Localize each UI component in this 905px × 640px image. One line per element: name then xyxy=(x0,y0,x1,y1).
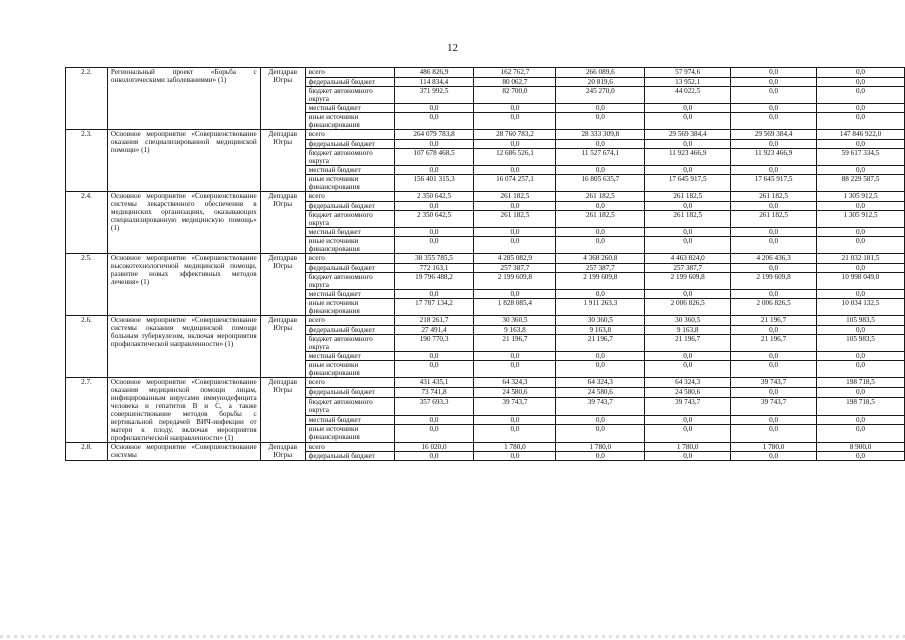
amount-cell: 2 006 826,5 xyxy=(645,299,731,316)
amount-cell: 39 743,7 xyxy=(474,397,556,415)
amount-cell: 218 261,7 xyxy=(394,316,474,326)
funding-source: всего xyxy=(305,316,394,326)
amount-cell: 0,0 xyxy=(645,228,731,237)
amount-cell: 0,0 xyxy=(394,361,474,378)
funding-source: местный бюджет xyxy=(305,290,394,299)
amount-cell: 0,0 xyxy=(817,228,905,237)
amount-cell: 17 645 917,5 xyxy=(645,175,731,192)
amount-cell: 198 718,5 xyxy=(817,378,905,388)
amount-cell: 0,0 xyxy=(556,425,645,443)
funding-source: федеральный бюджет xyxy=(305,264,394,273)
funding-source: федеральный бюджет xyxy=(305,140,394,149)
amount-cell: 0,0 xyxy=(394,452,474,461)
amount-cell: 30 360,5 xyxy=(474,316,556,326)
amount-cell: 245 270,0 xyxy=(556,87,645,104)
amount-cell: 0,0 xyxy=(394,290,474,299)
measure-description: Основное мероприятие «Совершенствование оказания медицинской помощи лицам, инфицированным вирусами иммунодефицита человека и гепатитов В и С, а также совершенствование методов борьбы с вертикальной передачей ВИЧ-инфекции от матери к плоду, включая мероприятия профилактической направленности» (1) xyxy=(107,378,260,443)
amount-cell: 1 780,0 xyxy=(645,443,731,452)
amount-cell: 11 923 466,9 xyxy=(731,149,817,166)
amount-cell: 29 569 384,4 xyxy=(731,130,817,140)
funding-source: иные источники финансирования xyxy=(305,175,394,192)
row-number: 2.8. xyxy=(66,443,108,461)
amount-cell: 73 741,8 xyxy=(394,388,474,397)
amount-cell: 0,0 xyxy=(731,388,817,397)
funding-source: местный бюджет xyxy=(305,415,394,424)
funding-source: бюджет автономного округа xyxy=(305,211,394,228)
amount-cell: 39 743,7 xyxy=(556,397,645,415)
amount-cell: 16 020,0 xyxy=(394,443,474,452)
funding-source: всего xyxy=(305,443,394,452)
funding-source: всего xyxy=(305,130,394,140)
amount-cell: 0,0 xyxy=(731,326,817,335)
amount-cell: 17 645 917,5 xyxy=(731,175,817,192)
amount-cell: 261 182,5 xyxy=(556,211,645,228)
amount-cell: 0,0 xyxy=(394,237,474,254)
amount-cell: 24 580,6 xyxy=(645,388,731,397)
amount-cell: 1 305 912,5 xyxy=(817,211,905,228)
executor-name: Депздрав Югры xyxy=(260,192,305,254)
funding-source: бюджет автономного округа xyxy=(305,149,394,166)
amount-cell: 24 580,6 xyxy=(556,388,645,397)
amount-cell: 486 826,9 xyxy=(394,68,474,78)
amount-cell: 261 182,5 xyxy=(731,192,817,202)
amount-cell: 2 350 642,5 xyxy=(394,211,474,228)
amount-cell: 0,0 xyxy=(731,352,817,361)
amount-cell: 29 569 384,4 xyxy=(645,130,731,140)
funding-source: местный бюджет xyxy=(305,104,394,113)
amount-cell: 0,0 xyxy=(645,237,731,254)
table-row xyxy=(66,68,905,78)
amount-cell: 371 992,5 xyxy=(394,87,474,104)
amount-cell: 17 787 134,2 xyxy=(394,299,474,316)
table-row xyxy=(66,192,905,202)
amount-cell: 0,0 xyxy=(731,202,817,211)
row-number: 2.7. xyxy=(66,378,108,443)
amount-cell: 8 900,0 xyxy=(817,443,905,452)
funding-source: всего xyxy=(305,254,394,264)
funding-source: федеральный бюджет xyxy=(305,78,394,87)
table-row xyxy=(66,443,905,452)
amount-cell: 0,0 xyxy=(731,68,817,78)
amount-cell: 431 435,1 xyxy=(394,378,474,388)
funding-source: всего xyxy=(305,192,394,202)
row-number: 2.2. xyxy=(66,68,108,130)
amount-cell: 0,0 xyxy=(645,104,731,113)
amount-cell: 0,0 xyxy=(817,452,905,461)
amount-cell: 88 229 587,5 xyxy=(817,175,905,192)
amount-cell: 0,0 xyxy=(556,166,645,175)
amount-cell: 0,0 xyxy=(556,361,645,378)
amount-cell: 11 923 466,9 xyxy=(645,149,731,166)
amount-cell: 105 983,5 xyxy=(817,316,905,326)
amount-cell: 0,0 xyxy=(645,202,731,211)
amount-cell: 0,0 xyxy=(556,228,645,237)
page-number: 12 xyxy=(447,42,458,54)
amount-cell: 59 617 334,5 xyxy=(817,149,905,166)
amount-cell: 261 182,5 xyxy=(645,192,731,202)
amount-cell: 39 743,7 xyxy=(731,397,817,415)
amount-cell: 28 333 309,8 xyxy=(556,130,645,140)
funding-source: бюджет автономного округа xyxy=(305,335,394,352)
funding-source: бюджет автономного округа xyxy=(305,397,394,415)
amount-cell: 16 074 257,1 xyxy=(474,175,556,192)
amount-cell: 4 463 824,0 xyxy=(645,254,731,264)
amount-cell: 0,0 xyxy=(817,68,905,78)
amount-cell: 0,0 xyxy=(556,237,645,254)
amount-cell: 28 760 783,2 xyxy=(474,130,556,140)
scan-edge-artifact xyxy=(0,635,905,638)
funding-source: бюджет автономного округа xyxy=(305,273,394,290)
amount-cell: 0,0 xyxy=(394,113,474,130)
executor-name: Депздрав Югры xyxy=(260,130,305,192)
amount-cell: 0,0 xyxy=(474,452,556,461)
amount-cell: 0,0 xyxy=(731,113,817,130)
measure-description: Основное мероприятие «Совершенствование системы лекарственного обеспечения в медицинских организациях, оказывающих специализированную медицинскую помощь» (1) xyxy=(107,192,260,254)
amount-cell: 114 834,4 xyxy=(394,78,474,87)
amount-cell: 198 718,5 xyxy=(817,397,905,415)
amount-cell: 9 163,8 xyxy=(645,326,731,335)
amount-cell: 0,0 xyxy=(817,415,905,424)
amount-cell: 0,0 xyxy=(731,228,817,237)
amount-cell: 10 998 049,0 xyxy=(817,273,905,290)
amount-cell: 2 006 826,5 xyxy=(731,299,817,316)
amount-cell: 0,0 xyxy=(817,361,905,378)
amount-cell: 38 355 785,5 xyxy=(394,254,474,264)
amount-cell: 4 368 260,8 xyxy=(556,254,645,264)
table-row xyxy=(66,316,905,326)
amount-cell: 0,0 xyxy=(817,290,905,299)
amount-cell: 64 324,3 xyxy=(556,378,645,388)
amount-cell: 19 796 488,2 xyxy=(394,273,474,290)
amount-cell: 21 196,7 xyxy=(556,335,645,352)
amount-cell: 261 182,5 xyxy=(474,211,556,228)
row-number: 2.3. xyxy=(66,130,108,192)
amount-cell: 64 324,3 xyxy=(645,378,731,388)
amount-cell: 0,0 xyxy=(556,140,645,149)
table-row xyxy=(66,130,905,140)
amount-cell: 0,0 xyxy=(394,166,474,175)
amount-cell: 27 491,4 xyxy=(394,326,474,335)
amount-cell: 261 182,5 xyxy=(645,211,731,228)
amount-cell: 13 952,1 xyxy=(645,78,731,87)
amount-cell: 261 182,5 xyxy=(556,192,645,202)
measure-description: Основное мероприятие «Совершенствование системы xyxy=(107,443,260,461)
amount-cell: 147 846 922,0 xyxy=(817,130,905,140)
amount-cell: 0,0 xyxy=(817,326,905,335)
executor-name: Депздрав Югры xyxy=(260,254,305,316)
executor-name: Депздрав Югры xyxy=(260,443,305,461)
amount-cell: 0,0 xyxy=(474,415,556,424)
amount-cell: 9 163,8 xyxy=(556,326,645,335)
funding-source: иные источники финансирования xyxy=(305,237,394,254)
funding-source: местный бюджет xyxy=(305,166,394,175)
amount-cell: 21 196,7 xyxy=(645,335,731,352)
executor-name: Депздрав Югры xyxy=(260,378,305,443)
amount-cell: 0,0 xyxy=(731,78,817,87)
amount-cell: 57 974,6 xyxy=(645,68,731,78)
amount-cell: 0,0 xyxy=(817,78,905,87)
measure-description: Основное мероприятие «Совершенствование оказания специализированной медицинской помощи» (1) xyxy=(107,130,260,192)
amount-cell: 190 770,3 xyxy=(394,335,474,352)
amount-cell: 11 527 674,1 xyxy=(556,149,645,166)
funding-source: федеральный бюджет xyxy=(305,388,394,397)
amount-cell: 0,0 xyxy=(731,87,817,104)
amount-cell: 0,0 xyxy=(474,237,556,254)
amount-cell: 156 401 315,3 xyxy=(394,175,474,192)
amount-cell: 64 324,3 xyxy=(474,378,556,388)
amount-cell: 21 196,7 xyxy=(474,335,556,352)
amount-cell: 0,0 xyxy=(394,352,474,361)
measure-description: Региональный проект «Борьба с онкологическими заболеваниями» (1) xyxy=(107,68,260,130)
amount-cell: 0,0 xyxy=(731,452,817,461)
executor-name: Депздрав Югры xyxy=(260,68,305,130)
amount-cell: 264 079 783,8 xyxy=(394,130,474,140)
amount-cell: 0,0 xyxy=(556,352,645,361)
amount-cell: 0,0 xyxy=(394,415,474,424)
amount-cell: 0,0 xyxy=(645,166,731,175)
amount-cell: 0,0 xyxy=(817,388,905,397)
funding-table-body xyxy=(66,68,905,461)
amount-cell: 0,0 xyxy=(817,352,905,361)
amount-cell: 1 780,0 xyxy=(474,443,556,452)
amount-cell: 0,0 xyxy=(474,425,556,443)
amount-cell: 0,0 xyxy=(817,166,905,175)
amount-cell: 0,0 xyxy=(474,140,556,149)
amount-cell: 21 196,7 xyxy=(731,335,817,352)
amount-cell: 0,0 xyxy=(645,113,731,130)
row-number: 2.5. xyxy=(66,254,108,316)
amount-cell: 0,0 xyxy=(556,452,645,461)
amount-cell: 16 805 635,7 xyxy=(556,175,645,192)
amount-cell: 0,0 xyxy=(645,352,731,361)
amount-cell: 24 580,6 xyxy=(474,388,556,397)
amount-cell: 2 199 609,8 xyxy=(474,273,556,290)
amount-cell: 0,0 xyxy=(394,140,474,149)
amount-cell: 0,0 xyxy=(474,361,556,378)
amount-cell: 1 780,0 xyxy=(556,443,645,452)
funding-source: федеральный бюджет xyxy=(305,452,394,461)
amount-cell: 0,0 xyxy=(474,202,556,211)
amount-cell: 0,0 xyxy=(731,264,817,273)
amount-cell: 12 686 526,1 xyxy=(474,149,556,166)
amount-cell: 257 387,7 xyxy=(556,264,645,273)
amount-cell: 257 387,7 xyxy=(645,264,731,273)
amount-cell: 0,0 xyxy=(645,415,731,424)
amount-cell: 2 199 609,8 xyxy=(556,273,645,290)
amount-cell: 0,0 xyxy=(817,202,905,211)
amount-cell: 0,0 xyxy=(817,264,905,273)
amount-cell: 0,0 xyxy=(645,452,731,461)
amount-cell: 21 196,7 xyxy=(731,316,817,326)
row-number: 2.6. xyxy=(66,316,108,378)
amount-cell: 0,0 xyxy=(817,113,905,130)
row-number: 2.4. xyxy=(66,192,108,254)
funding-source: местный бюджет xyxy=(305,352,394,361)
funding-source: федеральный бюджет xyxy=(305,202,394,211)
amount-cell: 0,0 xyxy=(645,361,731,378)
amount-cell: 21 032 181,5 xyxy=(817,254,905,264)
funding-source: всего xyxy=(305,378,394,388)
table-row xyxy=(66,378,905,388)
amount-cell: 0,0 xyxy=(394,202,474,211)
amount-cell: 20 819,6 xyxy=(556,78,645,87)
funding-source: иные источники финансирования xyxy=(305,299,394,316)
amount-cell: 261 182,5 xyxy=(474,192,556,202)
amount-cell: 107 678 468,5 xyxy=(394,149,474,166)
table-row xyxy=(66,254,905,264)
amount-cell: 0,0 xyxy=(474,290,556,299)
amount-cell: 0,0 xyxy=(731,104,817,113)
amount-cell: 0,0 xyxy=(474,104,556,113)
amount-cell: 4 285 082,9 xyxy=(474,254,556,264)
amount-cell: 0,0 xyxy=(556,113,645,130)
amount-cell: 0,0 xyxy=(645,290,731,299)
amount-cell: 0,0 xyxy=(817,104,905,113)
amount-cell: 80 062,7 xyxy=(474,78,556,87)
amount-cell: 0,0 xyxy=(645,140,731,149)
amount-cell: 0,0 xyxy=(731,361,817,378)
amount-cell: 82 700,0 xyxy=(474,87,556,104)
funding-source: иные источники финансирования xyxy=(305,361,394,378)
measure-description: Основное мероприятие «Совершенствование высокотехнологичной медицинской помощи, развитие новых эффективных методов лечения» (1) xyxy=(107,254,260,316)
amount-cell: 39 743,7 xyxy=(731,378,817,388)
amount-cell: 0,0 xyxy=(817,87,905,104)
amount-cell: 0,0 xyxy=(394,228,474,237)
funding-source: местный бюджет xyxy=(305,228,394,237)
amount-cell: 0,0 xyxy=(394,104,474,113)
funding-source: всего xyxy=(305,68,394,78)
amount-cell: 0,0 xyxy=(731,140,817,149)
amount-cell: 39 743,7 xyxy=(645,397,731,415)
amount-cell: 0,0 xyxy=(556,104,645,113)
amount-cell: 0,0 xyxy=(556,202,645,211)
amount-cell: 0,0 xyxy=(474,113,556,130)
amount-cell: 30 360,5 xyxy=(556,316,645,326)
amount-cell: 0,0 xyxy=(474,166,556,175)
funding-table xyxy=(65,67,905,461)
amount-cell: 0,0 xyxy=(645,425,731,443)
amount-cell: 1 305 912,5 xyxy=(817,192,905,202)
amount-cell: 2 199 609,8 xyxy=(645,273,731,290)
amount-cell: 0,0 xyxy=(731,166,817,175)
amount-cell: 2 350 642,5 xyxy=(394,192,474,202)
amount-cell: 0,0 xyxy=(474,228,556,237)
executor-name: Депздрав Югры xyxy=(260,316,305,378)
amount-cell: 0,0 xyxy=(817,425,905,443)
funding-source: иные источники финансирования xyxy=(305,425,394,443)
amount-cell: 10 034 132,5 xyxy=(817,299,905,316)
funding-source: федеральный бюджет xyxy=(305,326,394,335)
amount-cell: 0,0 xyxy=(731,425,817,443)
amount-cell: 1 828 085,4 xyxy=(474,299,556,316)
amount-cell: 357 693,3 xyxy=(394,397,474,415)
amount-cell: 257 387,7 xyxy=(474,264,556,273)
funding-source: иные источники финансирования xyxy=(305,113,394,130)
amount-cell: 1 911 263,3 xyxy=(556,299,645,316)
amount-cell: 105 983,5 xyxy=(817,335,905,352)
amount-cell: 2 199 609,8 xyxy=(731,273,817,290)
amount-cell: 0,0 xyxy=(394,425,474,443)
amount-cell: 0,0 xyxy=(817,237,905,254)
funding-source: бюджет автономного округа xyxy=(305,87,394,104)
amount-cell: 162 762,7 xyxy=(474,68,556,78)
amount-cell: 0,0 xyxy=(556,290,645,299)
amount-cell: 261 182,5 xyxy=(731,211,817,228)
amount-cell: 0,0 xyxy=(474,352,556,361)
amount-cell: 9 163,8 xyxy=(474,326,556,335)
amount-cell: 0,0 xyxy=(731,415,817,424)
amount-cell: 0,0 xyxy=(731,237,817,254)
amount-cell: 772 163,1 xyxy=(394,264,474,273)
measure-description: Основное мероприятие «Совершенствование системы оказания медицинской помощи больным туберкулезом, включая мероприятия профилактической направленности» (1) xyxy=(107,316,260,378)
amount-cell: 0,0 xyxy=(556,415,645,424)
amount-cell: 266 089,6 xyxy=(556,68,645,78)
amount-cell: 44 022,5 xyxy=(645,87,731,104)
amount-cell: 30 360,5 xyxy=(645,316,731,326)
amount-cell: 1 780,0 xyxy=(731,443,817,452)
amount-cell: 0,0 xyxy=(731,290,817,299)
amount-cell: 4 206 436,3 xyxy=(731,254,817,264)
amount-cell: 0,0 xyxy=(817,140,905,149)
